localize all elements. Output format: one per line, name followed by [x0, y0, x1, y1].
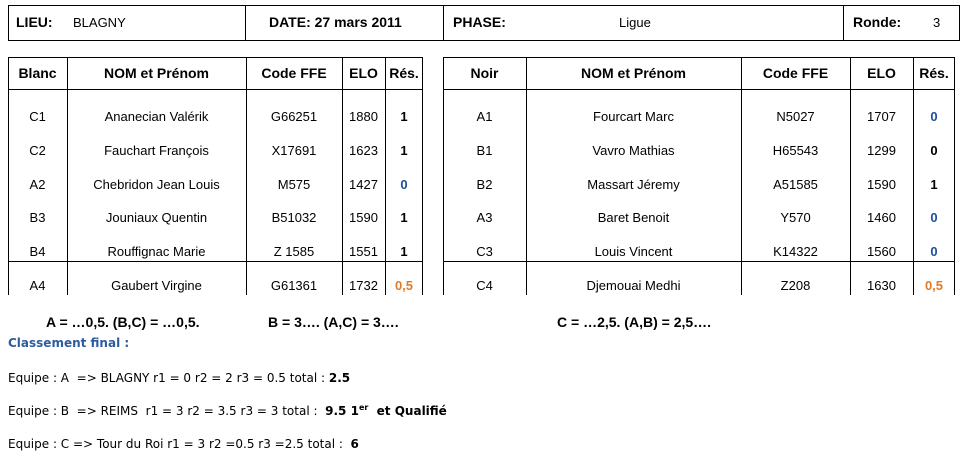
right-table-row-1-elo: 1707	[867, 109, 896, 124]
left-table-row-4-id: B3	[29, 210, 46, 225]
lieu-value: BLAGNY	[73, 15, 126, 30]
right-table-row-6-id: C4	[476, 278, 493, 293]
left-table-row-5-id: B4	[29, 244, 46, 259]
ronde-value: 3	[933, 15, 941, 30]
left-table-row-4-name: Jouniaux Quentin	[105, 210, 208, 225]
left-table-row-3-elo: 1427	[349, 177, 378, 192]
left-table-row-2-res: 1	[400, 143, 408, 158]
left-table-row-5-name: Rouffignac Marie	[107, 244, 206, 259]
right-header-elo: ELO	[867, 65, 896, 81]
right-table-row-1-res: 0	[930, 109, 938, 124]
left-table-row-2-name: Fauchart François	[104, 143, 209, 158]
right-table-row-2-name: Vavro Mathias	[592, 143, 675, 158]
left-table-row-6-elo: 1732	[349, 278, 378, 293]
right-table-row-5-res: 0	[930, 244, 938, 259]
ronde-label: Ronde:	[853, 14, 902, 30]
right-table-row-3-id: B2	[476, 177, 493, 192]
left-table-row-3-res: 0	[400, 177, 408, 192]
right-table-row-6-elo: 1630	[867, 278, 896, 293]
left-table-row-1-res: 1	[400, 109, 408, 124]
right-header-code: Code FFE	[762, 65, 829, 81]
phase-value: Ligue	[619, 15, 651, 30]
left-table-row-2-elo: 1623	[349, 143, 378, 158]
left-table-row-1-elo: 1880	[349, 109, 378, 124]
classement-line-a	[8, 371, 350, 385]
right-table-row-4-id: A3	[476, 210, 493, 225]
date-label: DATE: 27 mars 2011	[269, 14, 402, 30]
left-header-code: Code FFE	[261, 65, 327, 81]
left-table-row-6-res: 0,5	[394, 278, 414, 293]
left-table-row-4-elo: 1590	[349, 210, 378, 225]
classement-line-b-total: 9.5 1	[325, 404, 359, 418]
left-table-row-3-code: M575	[277, 177, 311, 192]
right-table-row-3-elo: 1590	[867, 177, 896, 192]
right-table-row-5-id: C3	[476, 244, 493, 259]
left-header-blanc: Blanc	[18, 65, 57, 81]
right-table-row-2-code: H65543	[772, 143, 819, 158]
left-table-row-5-elo: 1551	[349, 244, 378, 259]
left-table-row-3-id: A2	[29, 177, 46, 192]
summary-a: A = …0,5. (B,C) = …0,5.	[46, 314, 200, 330]
right-header-nom: NOM et Prénom	[580, 65, 686, 81]
left-table-row-1-code: G66251	[270, 109, 318, 124]
left-table-row-6-name: Gaubert Virgine	[111, 278, 202, 293]
classement-line-c-prefix: Equipe : C => Tour du Roi r1 = 3 r2 =0.5 r3 =2.5 total :	[8, 437, 351, 451]
right-header-res: Rés.	[919, 65, 949, 81]
right-table-row-5-code: K14322	[773, 244, 818, 259]
left-header-elo: ELO	[349, 65, 378, 81]
right-table-row-4-code: Y570	[780, 210, 811, 225]
left-table-row-1-name: Ananecian Valérik	[104, 109, 209, 124]
classement-line-c-total: 6	[350, 437, 359, 451]
right-table-row-3-code: A51585	[773, 177, 818, 192]
classement-line-b-prefix: Equipe : B => REIMS r1 = 3 r2 = 3.5 r3 = 3 total :	[8, 404, 326, 418]
phase-label: PHASE:	[453, 14, 506, 30]
right-table-row-1-code: N5027	[776, 109, 815, 124]
right-table-row-4-elo: 1460	[867, 210, 896, 225]
classement-line-a-prefix: Equipe : A => BLAGNY r1 = 0 r2 = 2 r3 = 0.5 total :	[8, 371, 329, 385]
left-table-row-4-res: 1	[400, 210, 408, 225]
summary-b: B = 3…. (A,C) = 3….	[268, 314, 399, 330]
classement-title: Classement final :	[8, 336, 130, 350]
left-table-row-2-id: C2	[29, 143, 46, 158]
left-table-row-2-code: X17691	[271, 143, 317, 158]
left-table-row-5-code: Z 1585	[273, 244, 315, 259]
left-table-row-3-name: Chebridon Jean Louis	[93, 177, 220, 192]
left-table-row-4-code: B51032	[271, 210, 317, 225]
right-table-row-2-id: B1	[476, 143, 493, 158]
left-table-row-5-res: 1	[400, 244, 408, 259]
right-table-row-3-name: Massart Jéremy	[587, 177, 680, 192]
right-table-row-5-elo: 1560	[867, 244, 896, 259]
classement-line-b-sup: er	[358, 403, 369, 412]
lieu-label: LIEU:	[16, 14, 53, 30]
classement-line-b	[8, 403, 447, 418]
right-table-row-5-name: Louis Vincent	[594, 244, 673, 259]
left-header-res: Rés.	[389, 65, 419, 81]
right-table-row-3-res: 1	[930, 177, 938, 192]
right-table-row-6-code: Z208	[780, 278, 811, 293]
right-table-row-1-name: Fourcart Marc	[593, 109, 674, 124]
right-table-row-4-res: 0	[930, 210, 938, 225]
left-table-row-6-id: A4	[29, 278, 46, 293]
classement-line-b-suffix: et Qualifié	[368, 404, 447, 418]
right-table-row-6-res: 0,5	[924, 278, 944, 293]
right-table-row-2-elo: 1299	[867, 143, 896, 158]
right-header-noir: Noir	[470, 65, 499, 81]
right-table-row-2-res: 0	[930, 143, 938, 158]
right-table-row-6-name: Djemouai Medhi	[586, 278, 681, 293]
right-table-row-4-name: Baret Benoit	[597, 210, 670, 225]
right-table-row-1-id: A1	[476, 109, 493, 124]
classement-line-c	[8, 437, 359, 451]
summary-c: C = …2,5. (A,B) = 2,5….	[557, 314, 712, 330]
left-table-row-1-id: C1	[29, 109, 46, 124]
left-header-nom: NOM et Prénom	[103, 65, 209, 81]
left-table-row-6-code: G61361	[270, 278, 318, 293]
classement-line-a-total: 2.5	[328, 371, 351, 385]
